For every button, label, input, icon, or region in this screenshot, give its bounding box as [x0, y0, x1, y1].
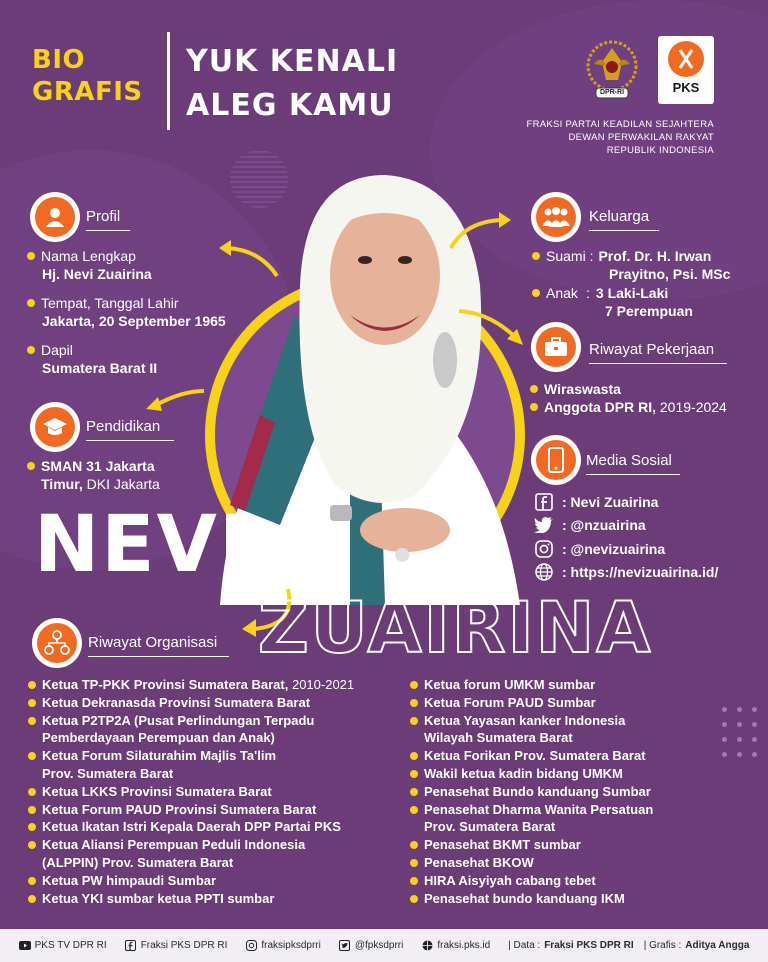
arrow-to-keluarga — [445, 210, 515, 252]
anak-label: Anak — [546, 285, 578, 301]
footer-youtube[interactable]: PKS TV DPR RI — [19, 940, 107, 952]
pendidikan-line2-bold: Timur, — [41, 476, 83, 492]
arrow-to-pekerjaan — [455, 305, 527, 349]
organisasi-right-list — [410, 676, 710, 907]
header-divider — [167, 32, 170, 130]
pekerjaan-item2-rest: 2019-2024 — [656, 399, 727, 415]
youtube-icon — [19, 940, 31, 952]
nama-value: Hj. Nevi Zuairina — [42, 266, 152, 282]
organisasi-left-item: Ketua Aliansi Perempuan Peduli Indonesia — [28, 836, 418, 854]
twitter-icon — [339, 940, 351, 952]
profil-title: Profil — [86, 207, 130, 231]
keluarga-details — [532, 247, 752, 320]
pendidikan-details — [27, 457, 217, 493]
organization-section-icon — [32, 618, 82, 668]
globe-icon — [421, 940, 433, 952]
organisasi-right-item: Ketua Forikan Prov. Sumatera Barat — [410, 747, 710, 765]
fraksi-caption: FRAKSI PARTAI KEADILAN SEJAHTERA DEWAN PERWAKILAN RAKYAT REPUBLIK INDONESIA — [526, 119, 714, 156]
instagram-icon — [245, 940, 257, 952]
name-last: ZUAIRINA — [258, 587, 653, 669]
organisasi-title: Riwayat Organisasi — [88, 633, 229, 657]
footer — [0, 929, 768, 962]
pks-logo-text: PKS — [672, 80, 700, 95]
facebook-icon — [534, 492, 554, 512]
work-section-icon — [531, 322, 581, 372]
organisasi-left-item: Ketua PW himpaudi Sumbar — [28, 872, 418, 890]
organisasi-right-item: Wakil ketua kadin bidang UMKM — [410, 765, 710, 783]
pendidikan-title: Pendidikan — [86, 417, 174, 441]
organisasi-left-item: Ketua P2TP2A (Pusat Perlindungan Terpadu — [28, 712, 418, 730]
media-list — [534, 490, 764, 584]
organisasi-left-item: Ketua Forum PAUD Provinsi Sumatera Barat — [28, 801, 418, 819]
organisasi-left-item: (ALPPIN) Prov. Sumatera Barat — [42, 854, 234, 870]
organisasi-right-item: Penasehat bundo kanduang IKM — [410, 890, 710, 908]
anak-value2: 7 Perempuan — [605, 303, 693, 319]
graduation-cap-icon — [42, 416, 68, 438]
pekerjaan-item1: Wiraswasta — [544, 381, 621, 397]
pks-emblem — [668, 41, 704, 77]
organisasi-left-list — [28, 676, 418, 907]
globe-icon — [534, 562, 554, 582]
media-twitter[interactable]: : @nzuairina — [534, 514, 764, 538]
organisasi-left-item: Prov. Sumatera Barat — [42, 765, 174, 781]
organization-icon — [43, 629, 71, 657]
anak-colon: : — [586, 285, 590, 301]
family-icon — [541, 206, 571, 228]
dpr-ri-logo — [584, 40, 640, 102]
pendidikan-line2-rest: DKI Jakarta — [82, 476, 160, 492]
media-section-icon — [531, 435, 581, 485]
organisasi-left-item: Ketua TP-PKK Provinsi Sumatera Barat, 2010-2021 — [28, 676, 418, 694]
pks-logo — [658, 36, 714, 104]
organisasi-right-item: Penasehat BKMT sumbar — [410, 836, 710, 854]
organisasi-right-item: Penasehat Dharma Wanita Persatuan — [410, 801, 710, 819]
suami-label: Suami : — [546, 248, 594, 264]
organisasi-left-item: Ketua LKKS Provinsi Sumatera Barat — [28, 783, 418, 801]
phone-icon — [547, 447, 565, 473]
name-first: NEVI — [34, 500, 250, 590]
organisasi-left-item: Ketua Forum Silaturahim Majlis Ta'lim — [28, 747, 418, 765]
profil-details — [27, 247, 287, 377]
suami-value2: Prayitno, Psi. MSc — [609, 266, 731, 282]
nama-label: Nama Lengkap — [41, 248, 136, 264]
pendidikan-line1: SMAN 31 Jakarta — [41, 458, 155, 474]
ttl-value: Jakarta, 20 September 1965 — [42, 313, 226, 329]
dapil-value: Sumatera Barat II — [42, 360, 158, 376]
organisasi-left-item: Ketua YKI sumbar ketua PPTI sumbar — [28, 890, 418, 908]
media-title: Media Sosial — [586, 451, 680, 475]
page-title: YUK KENALI ALEG KAMU — [186, 44, 399, 123]
organisasi-right-item: Ketua Forum PAUD Sumbar — [410, 694, 710, 712]
facebook-icon — [125, 940, 137, 952]
keluarga-title: Keluarga — [589, 207, 659, 231]
ttl-label: Tempat, Tanggal Lahir — [41, 295, 179, 311]
education-section-icon — [30, 402, 80, 452]
organisasi-left-item: Ketua Dekranasda Provinsi Sumatera Barat — [28, 694, 418, 712]
footer-instagram[interactable]: fraksipksdprri — [245, 940, 320, 952]
anak-value1: 3 Laki-Laki — [595, 285, 669, 301]
twitter-icon — [534, 515, 554, 535]
bio-grafis-label: BIO GRAFIS — [32, 45, 143, 107]
media-instagram[interactable]: : @nevizuairina — [534, 537, 764, 561]
organisasi-left-item: Pemberdayaan Perempuan dan Anak) — [42, 730, 275, 746]
footer-facebook[interactable]: Fraksi PKS DPR RI — [125, 940, 228, 952]
media-website[interactable]: : https://nevizuairina.id/ — [534, 561, 764, 585]
organisasi-right-item: HIRA Aisyiyah cabang tebet — [410, 872, 710, 890]
pekerjaan-item2-bold: Anggota DPR RI, — [544, 399, 656, 415]
footer-credits: | Data : Fraksi PKS DPR RI | Grafis : Aditya Angga — [508, 940, 750, 951]
pekerjaan-title: Riwayat Pekerjaan — [589, 340, 727, 364]
media-facebook[interactable]: : Nevi Zuairina — [534, 490, 764, 514]
profile-icon — [43, 205, 67, 229]
pekerjaan-details — [530, 380, 760, 416]
profile-section-icon — [30, 192, 80, 242]
organisasi-right-item: Ketua forum UMKM sumbar — [410, 676, 710, 694]
organisasi-right-item: Penasehat BKOW — [410, 854, 710, 872]
family-section-icon — [531, 192, 581, 242]
organisasi-right-item: Ketua Yayasan kanker Indonesia — [410, 712, 710, 730]
organisasi-right-item: Prov. Sumatera Barat — [424, 819, 556, 835]
organisasi-right-item: Wilayah Sumatera Barat — [424, 730, 573, 746]
suami-value1: Prof. Dr. H. Irwan — [598, 248, 712, 264]
dapil-label: Dapil — [41, 342, 73, 358]
dpr-logo-text: DPR-RI — [599, 89, 625, 96]
footer-twitter[interactable]: @fpksdprri — [339, 940, 404, 952]
arrow-to-pendidikan — [142, 385, 212, 415]
decorative-dots — [722, 707, 757, 757]
briefcase-icon — [543, 336, 569, 358]
instagram-icon — [534, 539, 554, 559]
organisasi-left-item: Ketua Ikatan Istri Kepala Daerah DPP Partai PKS — [28, 818, 418, 836]
footer-web[interactable]: fraksi.pks.id — [421, 940, 490, 952]
organisasi-right-item: Penasehat Bundo kanduang Sumbar — [410, 783, 710, 801]
